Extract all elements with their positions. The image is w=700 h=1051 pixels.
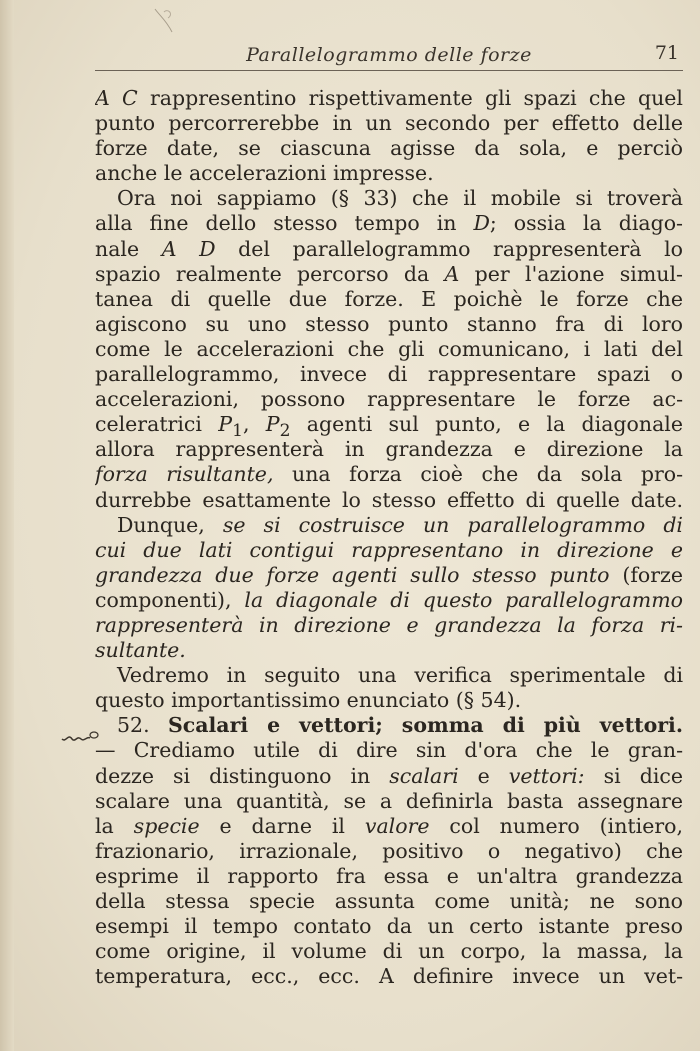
body-text xyxy=(95,86,683,989)
text-line: agiscono su uno stesso punto stanno fra di loro xyxy=(95,311,683,336)
paragraph-start: Ora noi sappiamo (§ 33) che il mobile si troverà xyxy=(117,186,683,211)
text-line: allora rappresenterà in grandezza e direzione la xyxy=(95,437,683,462)
text-line: forza risultante, una forza cioè che da sola pro- xyxy=(95,462,683,487)
paragraph-start: Dunque, se si costruisce un parallelogrammo di xyxy=(117,512,683,537)
header-rule xyxy=(95,70,683,71)
text-line: durrebbe esattamente lo stesso effetto di quelle date. xyxy=(95,487,683,512)
text-line: grandezza due forze agenti sullo stesso punto (forze xyxy=(95,562,683,587)
text-line: come origine, il volume di un corpo, la massa, la xyxy=(95,939,683,964)
text-line: esprime il rapporto fra essa e un'altra grandezza xyxy=(95,863,683,888)
text-line: della stessa specie assunta come unità; ne sono xyxy=(95,889,683,913)
page-header xyxy=(95,40,683,70)
text-line: parallelogrammo, invece di rappresentare spazi o xyxy=(95,362,683,387)
section-heading: 52. Scalari e vettori; somma di più vettori. xyxy=(117,713,683,738)
text-line: alla fine dello stesso tempo in D; ossia la diago- xyxy=(95,211,683,236)
text-line: rappresenterà in direzione e grandezza la forza ri- xyxy=(95,612,683,637)
text-line: spazio realmente percorso da A per l'azione simul- xyxy=(95,261,683,286)
text-line: A C rappresentino rispettivamente gli spazi che quel xyxy=(95,86,683,110)
page-gutter xyxy=(0,0,14,1051)
handwritten-margin-mark-icon xyxy=(60,727,100,745)
text-line: punto percorrerebbe in un secondo per effetto delle xyxy=(95,111,683,136)
page-number: 71 xyxy=(654,42,679,64)
text-line: sultante. xyxy=(95,638,186,663)
text-line: accelerazioni, possono rappresentare le forze ac- xyxy=(95,387,683,412)
text-line: componenti), la diagonale di questo parallelogrammo xyxy=(95,587,683,612)
text-line: forze date, se ciascuna agisse da sola, e perciò xyxy=(95,136,683,161)
text-line: esempi il tempo contato da un certo istante preso xyxy=(95,914,683,939)
text-line: cui due lati contigui rappresentano in direzione e xyxy=(95,537,683,562)
text-line: questo importantissimo enunciato (§ 54). xyxy=(95,688,522,713)
text-line: come le accelerazioni che gli comunicano, i lati del xyxy=(95,336,683,361)
text-line: frazionario, irrazionale, positivo o negativo) che xyxy=(95,838,683,863)
text-line: scalare una quantità, se a definirla basta assegnare xyxy=(95,788,683,813)
text-line: temperatura, ecc., ecc. A definire invece un vet- xyxy=(95,964,683,989)
text-line: dezze si distinguono in scalari e vettori: si dice xyxy=(95,763,683,788)
pencil-mark-icon xyxy=(150,6,180,36)
text-line: — Crediamo utile di dire sin d'ora che le gran- xyxy=(95,738,683,763)
paragraph-start: Vedremo in seguito una verifica sperimentale di xyxy=(117,663,683,688)
text-line: la specie e darne il valore col numero (intiero, xyxy=(95,813,683,838)
text-line: tanea di quelle due forze. E poichè le forze che xyxy=(95,286,683,311)
running-title: Parallelogrammo delle forze xyxy=(246,44,532,66)
text-line: anche le accelerazioni impresse. xyxy=(95,161,434,186)
text-line: celeratrici $P_1$, $P_2$ agenti sul punto, e la diagonale xyxy=(95,412,683,438)
text-line: nale A D del parallelogrammo rappresenterà lo xyxy=(95,236,683,261)
